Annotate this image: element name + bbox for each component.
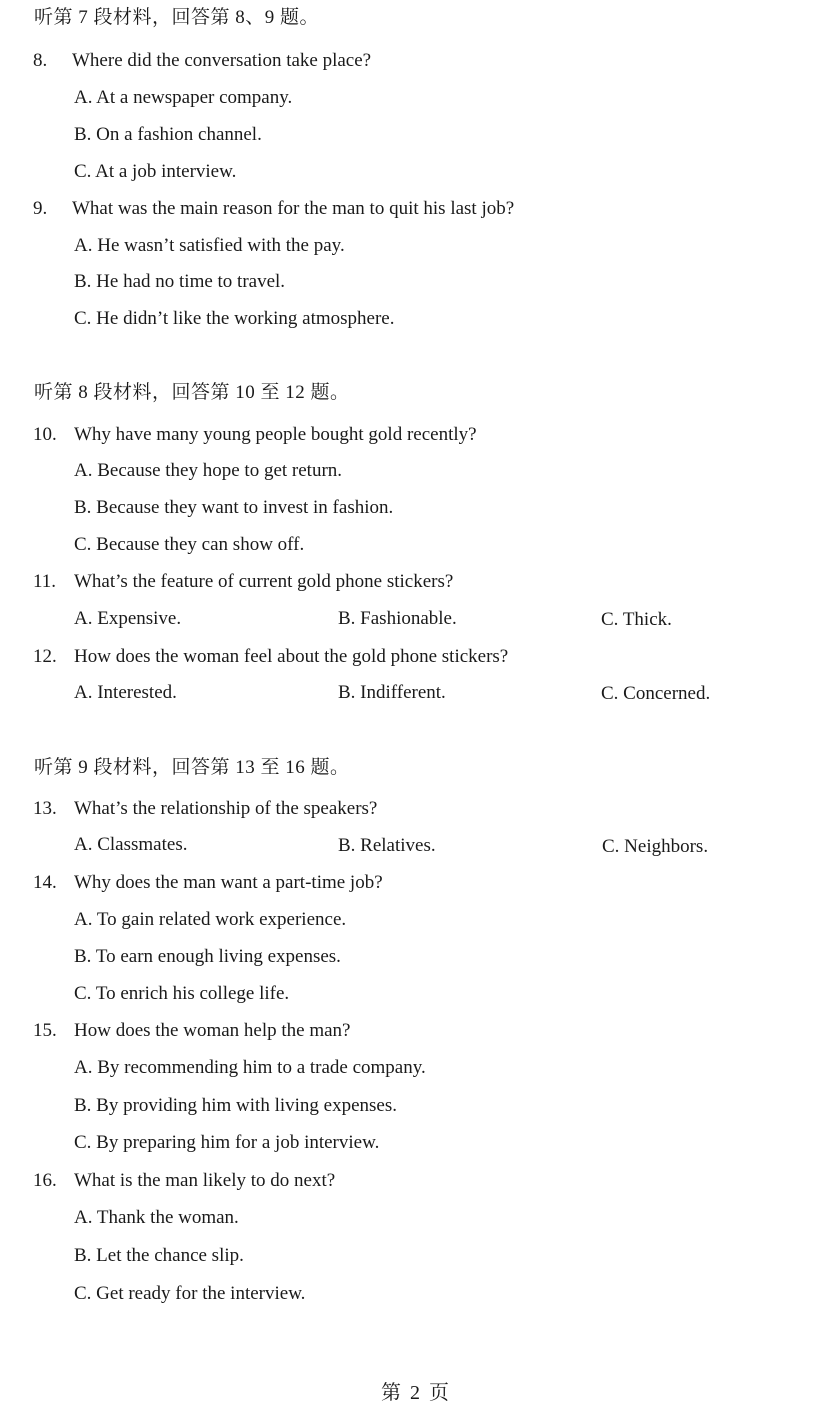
option-a: A. By recommending him to a trade company. (74, 1057, 426, 1078)
option-b: B. To earn enough living expenses. (74, 946, 341, 967)
option-a: A. Thank the woman. (74, 1207, 239, 1228)
option-b: B. Let the chance slip. (74, 1245, 244, 1266)
section-heading: 听第 8 段材料，回答第 10 至 12 题。 (34, 382, 350, 403)
option-a: A. He wasn’t satisfied with the pay. (74, 235, 345, 256)
section-heading: 听第 9 段材料，回答第 13 至 16 题。 (34, 757, 350, 778)
question-number: 14. (33, 872, 57, 893)
option-c: C. By preparing him for a job interview. (74, 1132, 380, 1153)
option-c: C. He didn’t like the working atmosphere. (74, 308, 395, 329)
option-b: B. Relatives. (338, 835, 436, 856)
option-c: C. Neighbors. (602, 836, 709, 857)
question-text: How does the woman feel about the gold phone stickers? (74, 646, 509, 667)
question-text: How does the woman help the man? (74, 1020, 351, 1041)
option-c: C. Thick. (601, 609, 672, 630)
question-number: 9. (33, 198, 48, 219)
option-b: B. Because they want to invest in fashion. (74, 497, 394, 518)
option-a: A. Expensive. (74, 608, 182, 629)
question-text: What’s the relationship of the speakers? (74, 798, 378, 819)
option-b: B. He had no time to travel. (74, 271, 286, 292)
option-a: A. Because they hope to get return. (74, 460, 343, 481)
option-a: A. At a newspaper company. (74, 87, 293, 108)
question-number: 12. (33, 646, 57, 667)
question-text: Where did the conversation take place? (72, 50, 372, 71)
question-text: What is the man likely to do next? (74, 1170, 336, 1191)
section-heading: 听第 7 段材料，回答第 8、9 题。 (34, 7, 320, 28)
option-a: A. Interested. (74, 682, 177, 703)
option-c: C. Because they can show off. (74, 534, 305, 555)
question-number: 11. (33, 571, 57, 592)
option-b: B. On a fashion channel. (74, 124, 262, 145)
question-number: 15. (33, 1020, 57, 1041)
question-text: Why does the man want a part-time job? (74, 872, 383, 893)
option-c: C. At a job interview. (74, 161, 237, 182)
option-b: B. Fashionable. (338, 608, 457, 629)
option-b: B. By providing him with living expenses. (74, 1095, 397, 1116)
page-number: 第 2 页 (381, 1382, 451, 1404)
option-c: C. Concerned. (601, 683, 711, 704)
question-text: Why have many young people bought gold recently? (74, 424, 477, 445)
question-number: 13. (33, 798, 57, 819)
question-text: What was the main reason for the man to quit his last job? (72, 198, 515, 219)
option-b: B. Indifferent. (338, 682, 446, 703)
option-c: C. Get ready for the interview. (74, 1283, 306, 1304)
option-c: C. To enrich his college life. (74, 983, 290, 1004)
question-number: 10. (33, 424, 57, 445)
question-number: 8. (33, 50, 48, 71)
option-a: A. Classmates. (74, 834, 188, 855)
question-number: 16. (33, 1170, 57, 1191)
option-a: A. To gain related work experience. (74, 909, 347, 930)
question-text: What’s the feature of current gold phone stickers? (74, 571, 454, 592)
